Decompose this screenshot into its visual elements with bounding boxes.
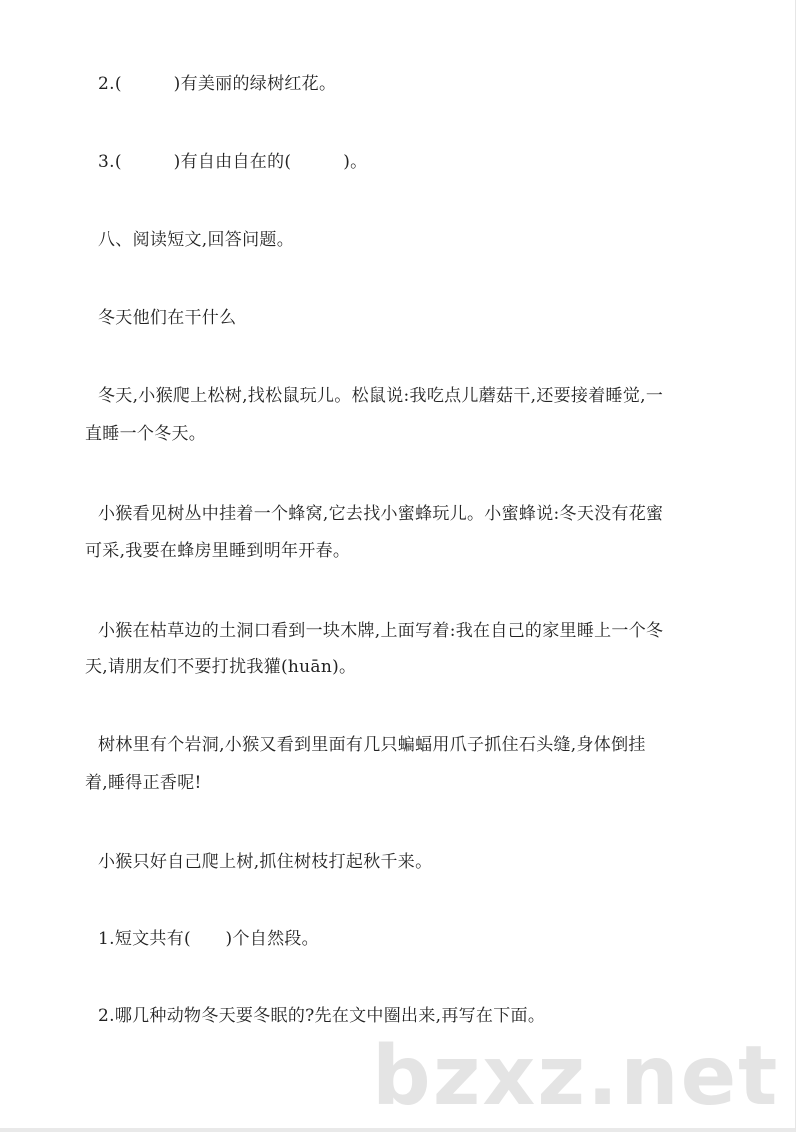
paragraph-5: 小猴只好自己爬上树,抓住树枝打起秋千来。 — [98, 852, 433, 872]
question-1: 1.短文共有( )个自然段。 — [98, 929, 319, 949]
story-title: 冬天他们在干什么 — [98, 308, 237, 328]
paragraph-1-line-2: 直睡一个冬天。 — [85, 424, 207, 444]
paragraph-1-line-1: 冬天,小猴爬上松树,找松鼠玩儿。松鼠说:我吃点儿蘑菇干,还要接着睡觉,一 — [98, 386, 664, 406]
section-heading: 八、阅读短文,回答问题。 — [98, 230, 295, 250]
paragraph-3-line-1: 小猴在枯草边的土洞口看到一块木牌,上面写着:我在自己的家里睡上一个冬 — [98, 621, 664, 641]
paragraph-4-line-2: 着,睡得正香呢! — [85, 773, 202, 793]
paragraph-3-line-2: 天,请朋友们不要打扰我獾(huān)。 — [85, 657, 357, 677]
question-3-prev: 3.( )有自由自在的( )。 — [98, 152, 368, 172]
watermark: bzxz.net — [372, 1029, 780, 1124]
paragraph-2-line-2: 可采,我要在蜂房里睡到明年开春。 — [85, 541, 351, 561]
question-2-prev: 2.( )有美丽的绿树红花。 — [98, 74, 337, 94]
paragraph-2-line-1: 小猴看见树丛中挂着一个蜂窝,它去找小蜜蜂玩儿。小蜜蜂说:冬天没有花蜜 — [98, 504, 664, 524]
paragraph-4-line-1: 树林里有个岩洞,小猴又看到里面有几只蝙蝠用爪子抓住石头缝,身体倒挂 — [98, 735, 646, 755]
question-2: 2.哪几种动物冬天要冬眠的?先在文中圈出来,再写在下面。 — [98, 1006, 546, 1026]
